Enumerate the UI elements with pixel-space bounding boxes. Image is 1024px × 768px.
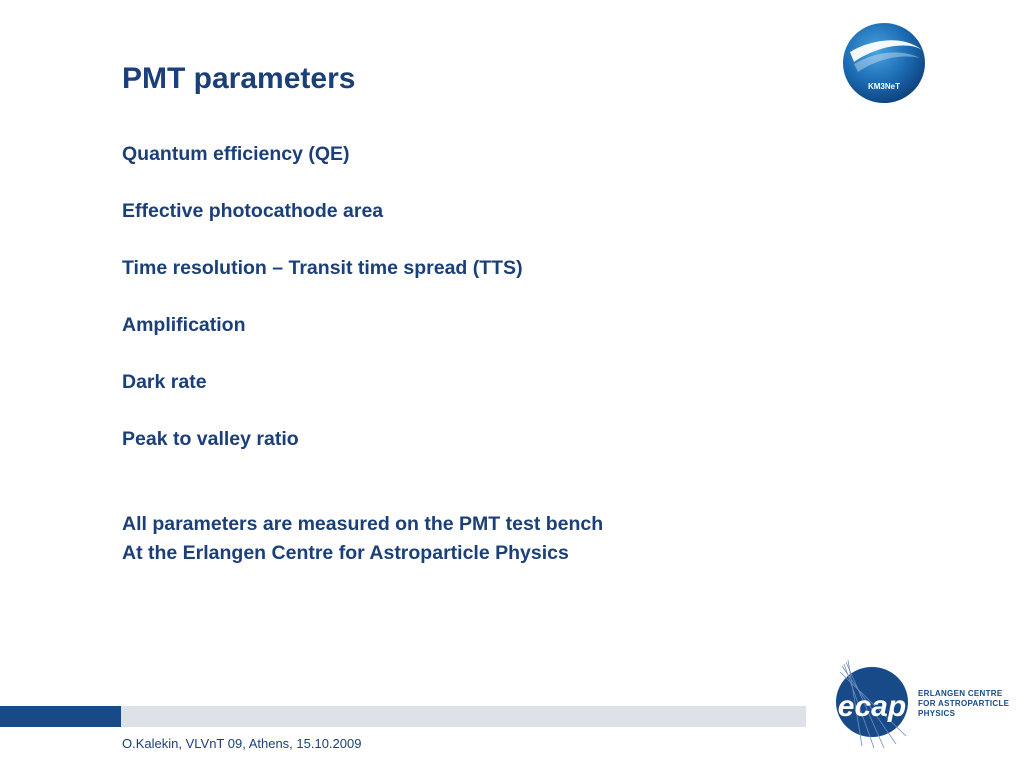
parameter-item: Dark rate (122, 371, 207, 393)
footer-bar-accent (0, 706, 121, 727)
parameter-item: Time resolution – Transit time spread (TTS) (122, 257, 523, 279)
ecap-caption-line: FOR ASTROPARTICLE (918, 699, 1010, 708)
note-line: All parameters are measured on the PMT test bench (122, 513, 604, 535)
footer-bar (121, 706, 806, 727)
parameter-item: Effective photocathode area (122, 200, 384, 222)
km3net-logo (840, 22, 930, 106)
parameter-item: Quantum efficiency (QE) (122, 143, 350, 165)
ecap-caption-line: ERLANGEN CENTRE (918, 689, 1003, 698)
ecap-caption-line: PHYSICS (918, 709, 956, 718)
note-line: At the Erlangen Centre for Astroparticle Physics (122, 542, 569, 564)
parameter-item: Peak to valley ratio (122, 428, 299, 450)
ecap-logo-mark: ecap (837, 690, 907, 723)
km3net-logo-text: KM3NeT (867, 82, 901, 91)
parameter-item: Amplification (122, 314, 246, 336)
slide-title: PMT parameters (122, 62, 356, 95)
ecap-logo-caption (918, 689, 1009, 719)
footer-credit: O.Kalekin, VLVnT 09, Athens, 15.10.2009 (122, 736, 362, 751)
